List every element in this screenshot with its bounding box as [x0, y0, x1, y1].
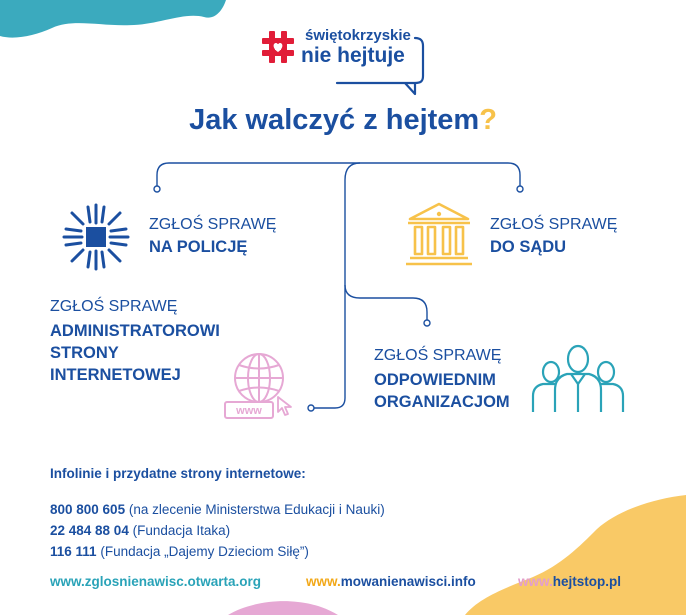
svg-text:www: www: [236, 405, 262, 417]
hotline-row: [50, 523, 230, 538]
action-admin-line2a: ADMINISTRATOROWI: [50, 322, 220, 340]
action-court-line1: ZGŁOŚ SPRAWĘ: [490, 216, 618, 233]
action-organizations-line2a: ODPOWIEDNIM: [374, 371, 496, 389]
hotline-note: (na zlecenie Ministerstwa Edukacji i Nauki): [128, 502, 385, 517]
action-admin-line2c: INTERNETOWEJ: [50, 366, 181, 384]
link-zglosnienawisc[interactable]: www.zglosnienawisc.otwarta.org: [50, 574, 262, 589]
hotline-row: [50, 544, 309, 559]
action-admin-line1: ZGŁOŚ SPRAWĘ: [50, 298, 178, 315]
info-heading: Infolinie i przydatne strony internetowe:: [50, 466, 306, 481]
title-question-mark: ?: [479, 104, 497, 136]
logo-text-line1: świętokrzyskie: [305, 27, 411, 44]
hotline-note: (Fundacja „Dajemy Dzieciom Siłę”): [100, 544, 309, 559]
action-police-line1: ZGŁOŚ SPRAWĘ: [149, 216, 277, 233]
action-police-line2: NA POLICJĘ: [149, 238, 248, 256]
link-mowanienawisci[interactable]: www.mowanienawisci.info: [306, 574, 476, 589]
title-text: Jak walczyć z hejtem: [189, 104, 480, 136]
globe-www-icon: [222, 348, 298, 424]
action-organizations-line2b: ORGANIZACJOM: [374, 393, 510, 411]
action-admin: [50, 296, 220, 386]
action-court: [490, 214, 617, 258]
action-admin-line2b: STRONY: [50, 344, 119, 362]
hotline-number: 116 111: [50, 544, 97, 559]
hotline-note: (Fundacja Itaka): [132, 523, 231, 538]
hotline-number: 22 484 88 04: [50, 523, 129, 538]
action-police: [149, 214, 276, 258]
courthouse-icon: [404, 201, 474, 269]
logo-text-line2: nie hejtuje: [301, 44, 405, 67]
police-star-icon: [62, 203, 130, 271]
action-organizations-line1: ZGŁOŚ SPRAWĘ: [374, 347, 502, 364]
people-group-icon: [531, 344, 627, 414]
action-organizations: [374, 345, 510, 413]
hotline-number: 800 800 605: [50, 502, 126, 517]
action-court-line2: DO SĄDU: [490, 238, 567, 256]
hotline-row: [50, 502, 385, 517]
link-hejtstop[interactable]: www.hejtstop.pl: [518, 574, 622, 589]
